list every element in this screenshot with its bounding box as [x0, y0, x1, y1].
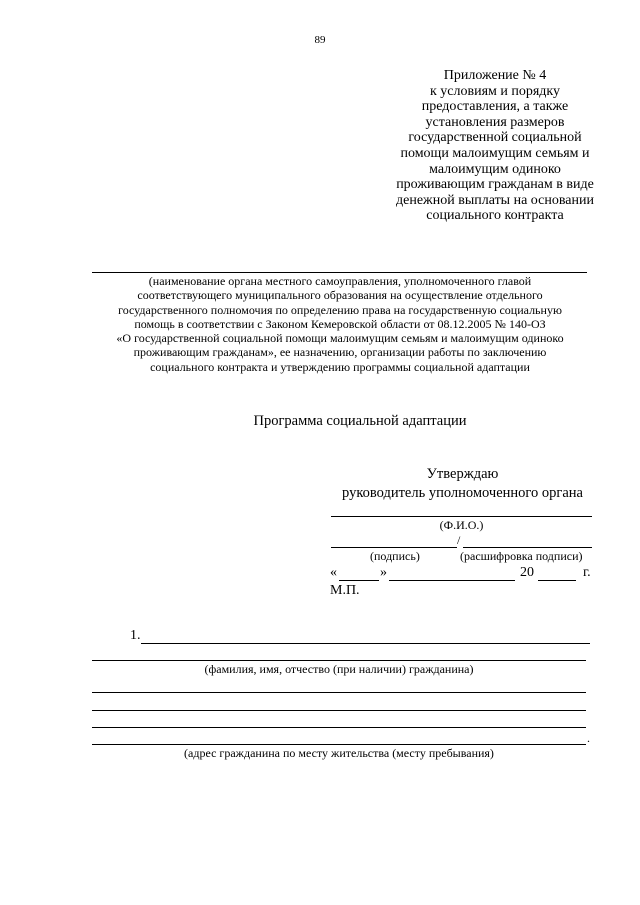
appendix-line: денежной выплаты на основании: [396, 192, 594, 208]
document-title: Программа социальной адаптации: [253, 413, 467, 429]
fio-label: (Ф.И.О.): [439, 518, 484, 532]
date-month-line: [389, 580, 515, 581]
date-open-quote: «: [330, 565, 337, 580]
appendix-line: малоимущим одиноко: [429, 161, 561, 177]
address-line-4: [92, 744, 586, 745]
organ-name-line: [92, 272, 587, 273]
stamp-label: М.П.: [330, 583, 360, 598]
date-year-suffix: г.: [583, 565, 591, 580]
organ-note-line: государственного полномочия по определению права на государственную социальную: [118, 302, 562, 317]
organ-note-line: социального контракта и утверждению программы социальной адаптации: [150, 359, 530, 374]
organ-note-line: (наименование органа местного самоуправления, уполномоченного главой: [148, 274, 532, 288]
date-year-line: [538, 580, 576, 581]
appendix-line: государственной социальной: [408, 130, 582, 146]
address-label: (адрес гражданина по месту жительства (месту пребывания): [184, 746, 494, 760]
appendix-line: помощи малоимущим семьям и: [400, 145, 590, 161]
appendix-line: предоставления, а также: [421, 99, 569, 115]
approve-word: Утверждаю: [426, 466, 499, 482]
organ-note-line: проживающим гражданам», ее назначению, организации работы по заключению: [133, 345, 547, 360]
approver-position: руководитель уполномоченного органа: [342, 485, 583, 501]
appendix-heading: [375, 68, 615, 224]
fio-line: [331, 516, 592, 517]
date-year-prefix: 20: [520, 565, 534, 580]
item-number: 1.: [130, 628, 141, 643]
appendix-line: установления размеров: [425, 114, 565, 130]
signature-label: (подпись): [370, 549, 420, 563]
date-day-line: [339, 580, 379, 581]
address-line-1: [92, 692, 586, 693]
name-label: (фамилия, имя, отчество (при наличии) гражданина): [204, 662, 474, 676]
address-line-2: [92, 710, 586, 711]
organ-note-line: соответствующего муниципального образования на осуществление отдельного: [137, 288, 543, 303]
appendix-line: проживающим гражданам в виде: [396, 177, 594, 193]
name-line-1: [141, 643, 590, 644]
signature-line: [331, 547, 457, 548]
address-line-3: [92, 727, 586, 728]
name-line-2: [92, 660, 586, 661]
date-close-quote: »: [380, 565, 387, 580]
appendix-line: социального контракта: [426, 208, 564, 224]
appendix-line: Приложение № 4: [443, 68, 547, 83]
organ-note-line: «О государственной социальной помощи малоимущим семьям и малоимущим одиноко: [116, 331, 564, 346]
decoding-label: (расшифровка подписи): [460, 549, 583, 563]
address-trailing-dot: .: [587, 731, 590, 745]
decoding-line: [463, 547, 592, 548]
organ-note-line: помощь в соответствии с Законом Кемеровской области от 08.12.2005 № 140-ОЗ: [134, 316, 546, 331]
appendix-line: к условиям и порядку: [429, 83, 561, 99]
organ-name-note: [80, 274, 600, 374]
page-number: 89: [314, 34, 326, 46]
signature-slash: /: [457, 533, 461, 547]
